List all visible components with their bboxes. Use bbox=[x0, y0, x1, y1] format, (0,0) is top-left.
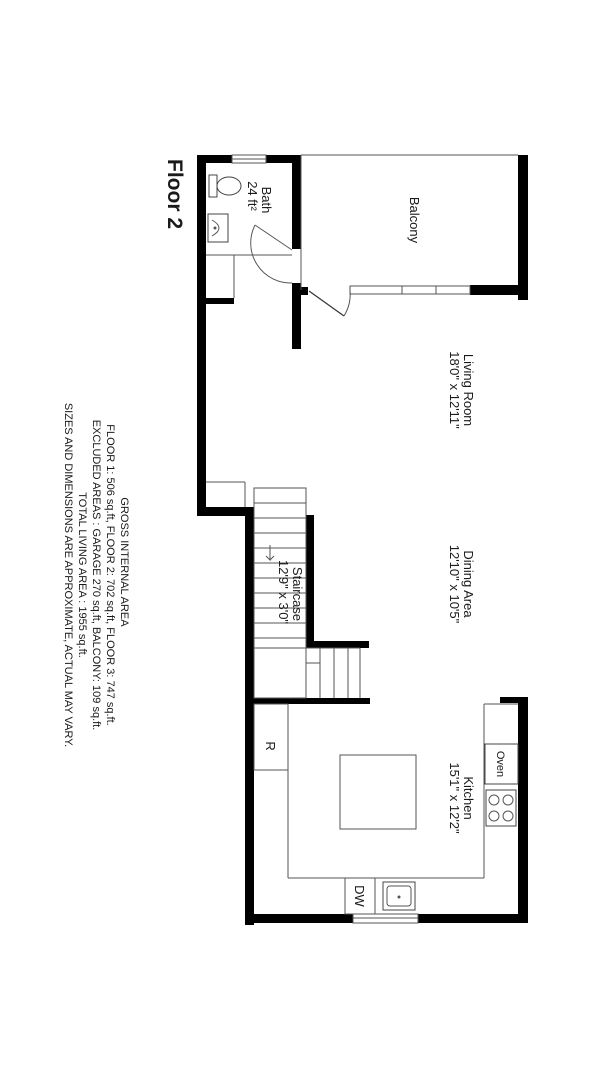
kitchen-label: Kitchen bbox=[461, 776, 476, 820]
hall-lines bbox=[206, 255, 292, 507]
balcony-door bbox=[309, 290, 350, 316]
living-room-size-group bbox=[447, 351, 462, 429]
dining-area-size-group bbox=[447, 545, 462, 624]
kitchen-size: 15'1" x 12'2" bbox=[447, 762, 462, 834]
refrigerator-label: R bbox=[263, 741, 278, 751]
wall-bottom-right bbox=[418, 914, 528, 923]
oven-label-group bbox=[494, 751, 506, 777]
dishwasher-label-group bbox=[352, 885, 367, 907]
bath-size: 24 ft² bbox=[245, 181, 260, 211]
area-summary-line-2: FLOOR 1: 506 sq.ft, FLOOR 2: 702 sq.ft, FLOOR 3: 747 sq.ft. bbox=[104, 424, 116, 726]
wall-left-upper bbox=[197, 155, 206, 515]
floor-title: Floor 2 bbox=[163, 158, 186, 230]
kitchen-size-group bbox=[447, 762, 462, 834]
refrigerator-label-group bbox=[263, 741, 278, 750]
dining-area-label-group bbox=[461, 550, 476, 618]
wall-bottom-left bbox=[245, 914, 353, 923]
living-room-size: 18'0" x 12'11" bbox=[447, 351, 462, 429]
bath-sink bbox=[208, 214, 228, 242]
area-summary-line-5-group bbox=[62, 403, 74, 747]
area-summary-line-3-group bbox=[90, 420, 102, 731]
kitchen-sink bbox=[383, 882, 415, 910]
floor-title-group bbox=[163, 159, 186, 229]
wall-kitchen-divider bbox=[254, 698, 370, 704]
wall-living-left-piece bbox=[292, 287, 308, 295]
area-summary-line-1: GROSS INTERNAL AREA bbox=[118, 497, 130, 627]
wall-kitchen-divider-right bbox=[500, 697, 520, 703]
wall-left-step bbox=[197, 507, 253, 516]
wall-stair-inner bbox=[306, 515, 314, 648]
wall-left-lower bbox=[245, 507, 254, 925]
wall-bath-right bbox=[292, 155, 301, 249]
area-summary-line-2-group bbox=[104, 424, 116, 725]
staircase-label: Staircase bbox=[290, 566, 305, 622]
cooktop bbox=[486, 790, 516, 826]
bath-label: Bath bbox=[259, 186, 274, 214]
area-summary-line-4-group bbox=[76, 492, 88, 657]
dishwasher-label: DW bbox=[352, 885, 367, 907]
area-summary-line-5: SIZES AND DIMENSIONS ARE APPROXIMATE, ACTUAL MAY VARY. bbox=[62, 402, 74, 748]
staircase-label-group bbox=[290, 567, 305, 621]
staircase-size: 12'9" x 3'0" bbox=[276, 559, 291, 625]
bath-door bbox=[251, 225, 292, 283]
balcony-label: Balcony bbox=[407, 196, 422, 244]
area-summary-line-1-group bbox=[118, 497, 130, 627]
bottom-window bbox=[353, 914, 418, 923]
area-summary-line-3: EXCLUDED AREAS : GARAGE 270 sq.ft, BALCONY: 109 sq.ft. bbox=[90, 419, 102, 731]
balcony-label-group bbox=[407, 197, 422, 244]
bath-window bbox=[232, 155, 266, 163]
dining-area-label: Dining Area bbox=[461, 550, 476, 618]
bath-label-group bbox=[259, 187, 274, 214]
living-room-label: Living Room bbox=[461, 353, 476, 427]
walls bbox=[197, 155, 528, 925]
staircase-size-group bbox=[276, 560, 291, 624]
oven-label: Oven bbox=[494, 750, 506, 778]
bath-size-group bbox=[245, 181, 260, 211]
living-room-label-group bbox=[461, 354, 476, 426]
dining-area-size: 12'10" x 10'5" bbox=[447, 544, 462, 624]
kitchen-island bbox=[340, 755, 416, 829]
wall-stair-end bbox=[306, 641, 369, 648]
toilet bbox=[209, 175, 241, 197]
wall-right-lower bbox=[518, 697, 528, 923]
wall-balcony-side bbox=[518, 155, 528, 295]
kitchen-label-group bbox=[461, 776, 476, 819]
area-summary-line-4: TOTAL LIVING AREA : 1955 sq.ft. bbox=[76, 492, 88, 658]
wall-hall-stub bbox=[206, 298, 234, 304]
